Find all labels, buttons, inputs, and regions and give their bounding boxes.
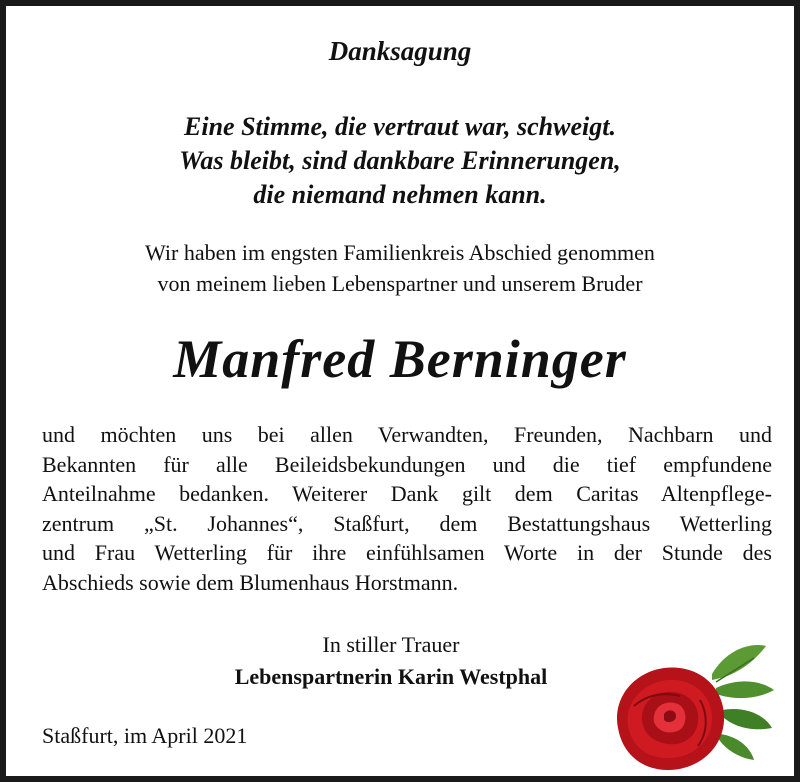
paragraph-line: Anteilnahme bedanken. Weiterer Dank gilt dem Caritas Altenpflege- [42, 481, 772, 506]
poem-line: Eine Stimme, die vertraut war, schweigt. [184, 112, 616, 141]
notice-title: Danksagung [328, 36, 472, 66]
intro-line: von meinem lieben Lebenspartner und unserem Bruder [157, 271, 643, 296]
deceased-name: Manfred Berninger [173, 329, 627, 389]
paragraph-line: und möchten uns bei allen Verwandten, Freunden, Nachbarn und [42, 422, 772, 447]
mourners-block [176, 629, 606, 693]
intro-text [6, 237, 794, 299]
closing-phrase: In stiller Trauer [322, 632, 460, 657]
intro-line: Wir haben im engsten Familienkreis Abschied genommen [145, 240, 655, 265]
signer-name: Lebenspartnerin Karin Westphal [234, 664, 548, 689]
place-date: Staßfurt, im April 2021 [42, 723, 248, 748]
paragraph-line: Bekannten für alle Beileidsbekundungen und die tief empfundene [42, 451, 772, 477]
thanks-paragraph [42, 420, 772, 597]
paragraph-line: und Frau Wetterling für ihre einfühlsamen Worte in der Stunde des [42, 540, 772, 565]
poem [6, 110, 794, 212]
paragraph-line: zentrum „St. Johannes“, Staßfurt, dem Bestattungshaus Wetterling [42, 510, 772, 536]
poem-line: die niemand nehmen kann. [253, 180, 547, 209]
red-rose-icon [604, 636, 784, 776]
paragraph-line: Abschieds sowie dem Blumenhaus Horstmann. [42, 569, 459, 595]
poem-line: Was bleibt, sind dankbare Erinnerungen, [179, 146, 621, 175]
